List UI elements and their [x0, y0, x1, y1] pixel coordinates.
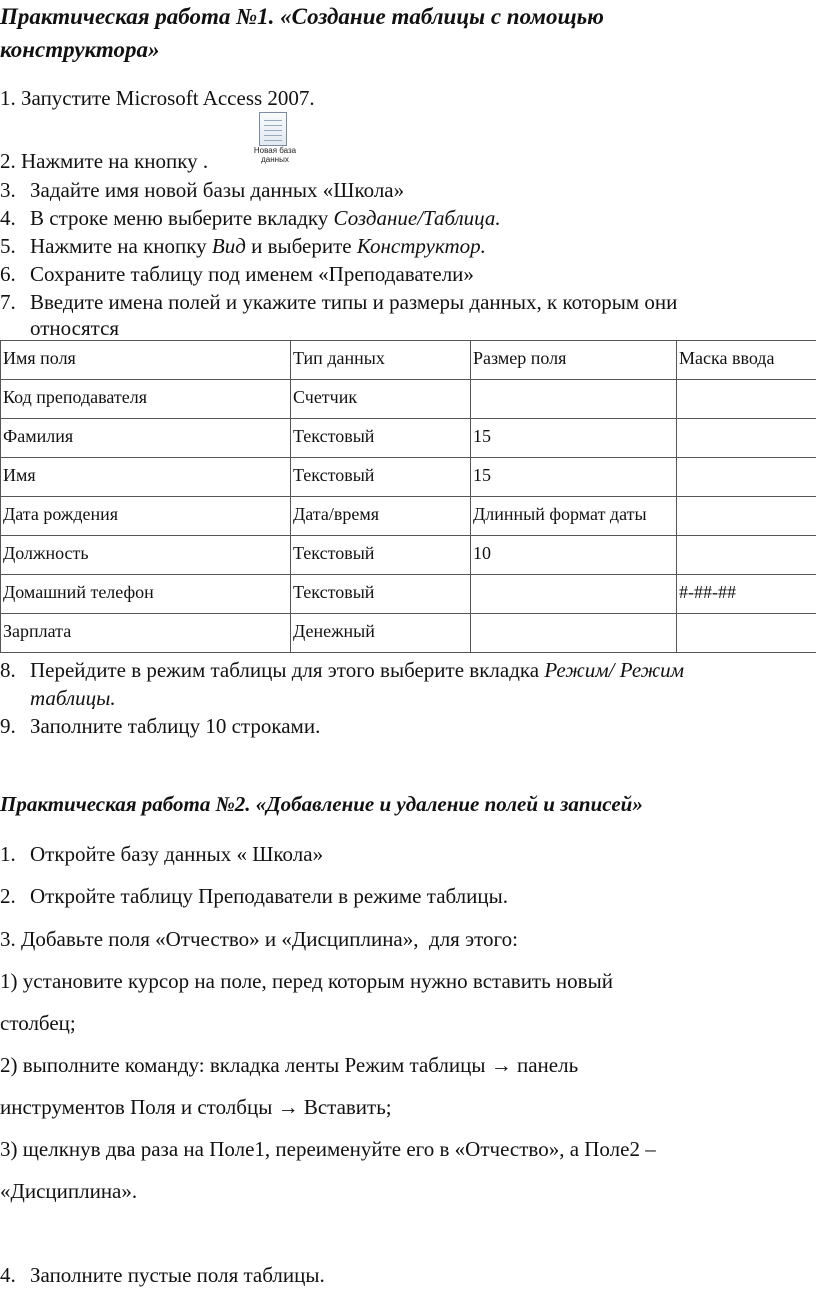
step-text: Заполните таблицу 10 строками.: [30, 714, 321, 738]
table-cell: Текстовый: [291, 458, 471, 497]
header-cell: Маска ввода: [677, 341, 816, 380]
table-cell: 15: [471, 458, 677, 497]
work1-step4: [0, 206, 501, 231]
table-row: [1, 419, 816, 458]
database-document-icon: [259, 112, 287, 146]
work1-step2: 2. Нажмите на кнопку .: [0, 149, 209, 173]
step-number: 6.: [0, 262, 16, 286]
table-header-row: [1, 341, 816, 380]
step-text: Откройте базу данных « Школа»: [30, 842, 324, 866]
step-text: Задайте имя новой базы данных «Школа»: [30, 178, 405, 202]
table-row: [1, 536, 816, 575]
work1-step6: [0, 262, 474, 287]
step-italic-text: Вид: [211, 234, 246, 258]
table-cell: [677, 380, 816, 419]
work2-title: Практическая работа №2. «Добавление и удаление полей и записей»: [0, 792, 643, 816]
table-row: [1, 614, 816, 653]
fields-table: [0, 340, 816, 653]
work1-step8-line2: [30, 686, 116, 711]
work2-sub2-line2: инструментов Поля и столбцы → Вставить;: [0, 1095, 392, 1119]
work2-sub1-line2: столбец;: [0, 1011, 76, 1035]
step-italic-text: Создание/Таблица.: [333, 206, 501, 230]
new-database-icon: [246, 112, 304, 170]
work1-title-line2: конструктора»: [0, 37, 160, 62]
header-cell: Тип данных: [291, 341, 471, 380]
table-cell: Длинный формат даты: [471, 497, 677, 536]
work2-step2: [0, 884, 508, 909]
table-cell: [471, 380, 677, 419]
work2-sub3-line1: 3) щелкнув два раза на Поле1, переименуйте его в «Отчество», а Поле2 –: [0, 1137, 656, 1161]
work1-step7: [0, 290, 677, 315]
step-text: Введите имена полей и укажите типы и размеры данных, к которым они: [30, 290, 678, 314]
icon-label-line1: Новая база: [253, 146, 297, 155]
step-text: Сохраните таблицу под именем «Преподаватели»: [30, 262, 474, 286]
header-cell: Размер поля: [471, 341, 677, 380]
work2-step3: 3. Добавьте поля «Отчество» и «Дисциплина», для этого:: [0, 927, 518, 951]
step-number: 4.: [0, 1263, 16, 1287]
table-cell: 10: [471, 536, 677, 575]
work2-sub1-line1: 1) установите курсор на поле, перед которым нужно вставить новый: [0, 969, 613, 993]
table-cell: Имя: [1, 458, 291, 497]
work2-sub2-line1: 2) выполните команду: вкладка ленты Режим таблицы → панель: [0, 1053, 579, 1077]
table-cell: [677, 458, 816, 497]
step-text: В строке меню выберите вкладку: [30, 206, 334, 230]
work1-title-line1: Практическая работа №1. «Создание таблицы с помощью: [0, 4, 604, 29]
work1-step9: [0, 714, 320, 739]
table-cell: Денежный: [291, 614, 471, 653]
step-number: 9.: [0, 714, 16, 738]
step-italic-text: таблицы.: [30, 686, 116, 710]
table-cell: Домашний телефон: [1, 575, 291, 614]
table-cell: Фамилия: [1, 419, 291, 458]
table-cell: [677, 614, 816, 653]
step-number: 8.: [0, 658, 16, 682]
table-cell: Дата рождения: [1, 497, 291, 536]
table-cell: [471, 614, 677, 653]
table-row: [1, 380, 816, 419]
work1-step3: [0, 178, 404, 203]
table-cell: Текстовый: [291, 419, 471, 458]
table-cell: [471, 575, 677, 614]
icon-label-line2: данных: [261, 155, 289, 164]
step-text: Откройте таблицу Преподаватели в режиме таблицы.: [30, 884, 508, 908]
table-cell: Счетчик: [291, 380, 471, 419]
table-cell: [677, 419, 816, 458]
step-number: 1.: [0, 842, 16, 866]
table-cell: Текстовый: [291, 536, 471, 575]
step-number: 5.: [0, 234, 16, 258]
step-text: и выберите: [245, 234, 357, 258]
table-cell: Должность: [1, 536, 291, 575]
table-cell: Зарплата: [1, 614, 291, 653]
work2-step1: [0, 842, 323, 867]
step-text: Заполните пустые поля таблицы.: [30, 1263, 325, 1287]
step-number: 2.: [0, 884, 16, 908]
step-number: 3.: [0, 178, 16, 202]
table-row: [1, 497, 816, 536]
table-cell: Код преподавателя: [1, 380, 291, 419]
step-number: 7.: [0, 290, 16, 314]
work1-step5: [0, 234, 486, 259]
table-cell: [677, 536, 816, 575]
work2-step4: [0, 1263, 325, 1288]
table-cell: Текстовый: [291, 575, 471, 614]
table-row: [1, 575, 816, 614]
table-cell: [677, 497, 816, 536]
work1-step1: 1. Запустите Microsoft Access 2007.: [0, 86, 315, 110]
step-number: 4.: [0, 206, 16, 230]
work1-step7-line2: относятся: [30, 316, 120, 340]
header-cell: Имя поля: [1, 341, 291, 380]
table-cell: #-##-##: [677, 575, 816, 614]
step-text: Перейдите в режим таблицы для этого выберите вкладка: [30, 658, 545, 682]
table-cell: 15: [471, 419, 677, 458]
step-italic-text: Конструктор.: [356, 234, 486, 258]
table-row: [1, 458, 816, 497]
table-cell: Дата/время: [291, 497, 471, 536]
work1-step8: [0, 658, 684, 683]
step-italic-text: Режим/ Режим: [544, 658, 685, 682]
step-text: Нажмите на кнопку: [30, 234, 212, 258]
work2-sub3-line2: «Дисциплина».: [0, 1179, 138, 1203]
new-database-icon-label: [246, 146, 304, 164]
